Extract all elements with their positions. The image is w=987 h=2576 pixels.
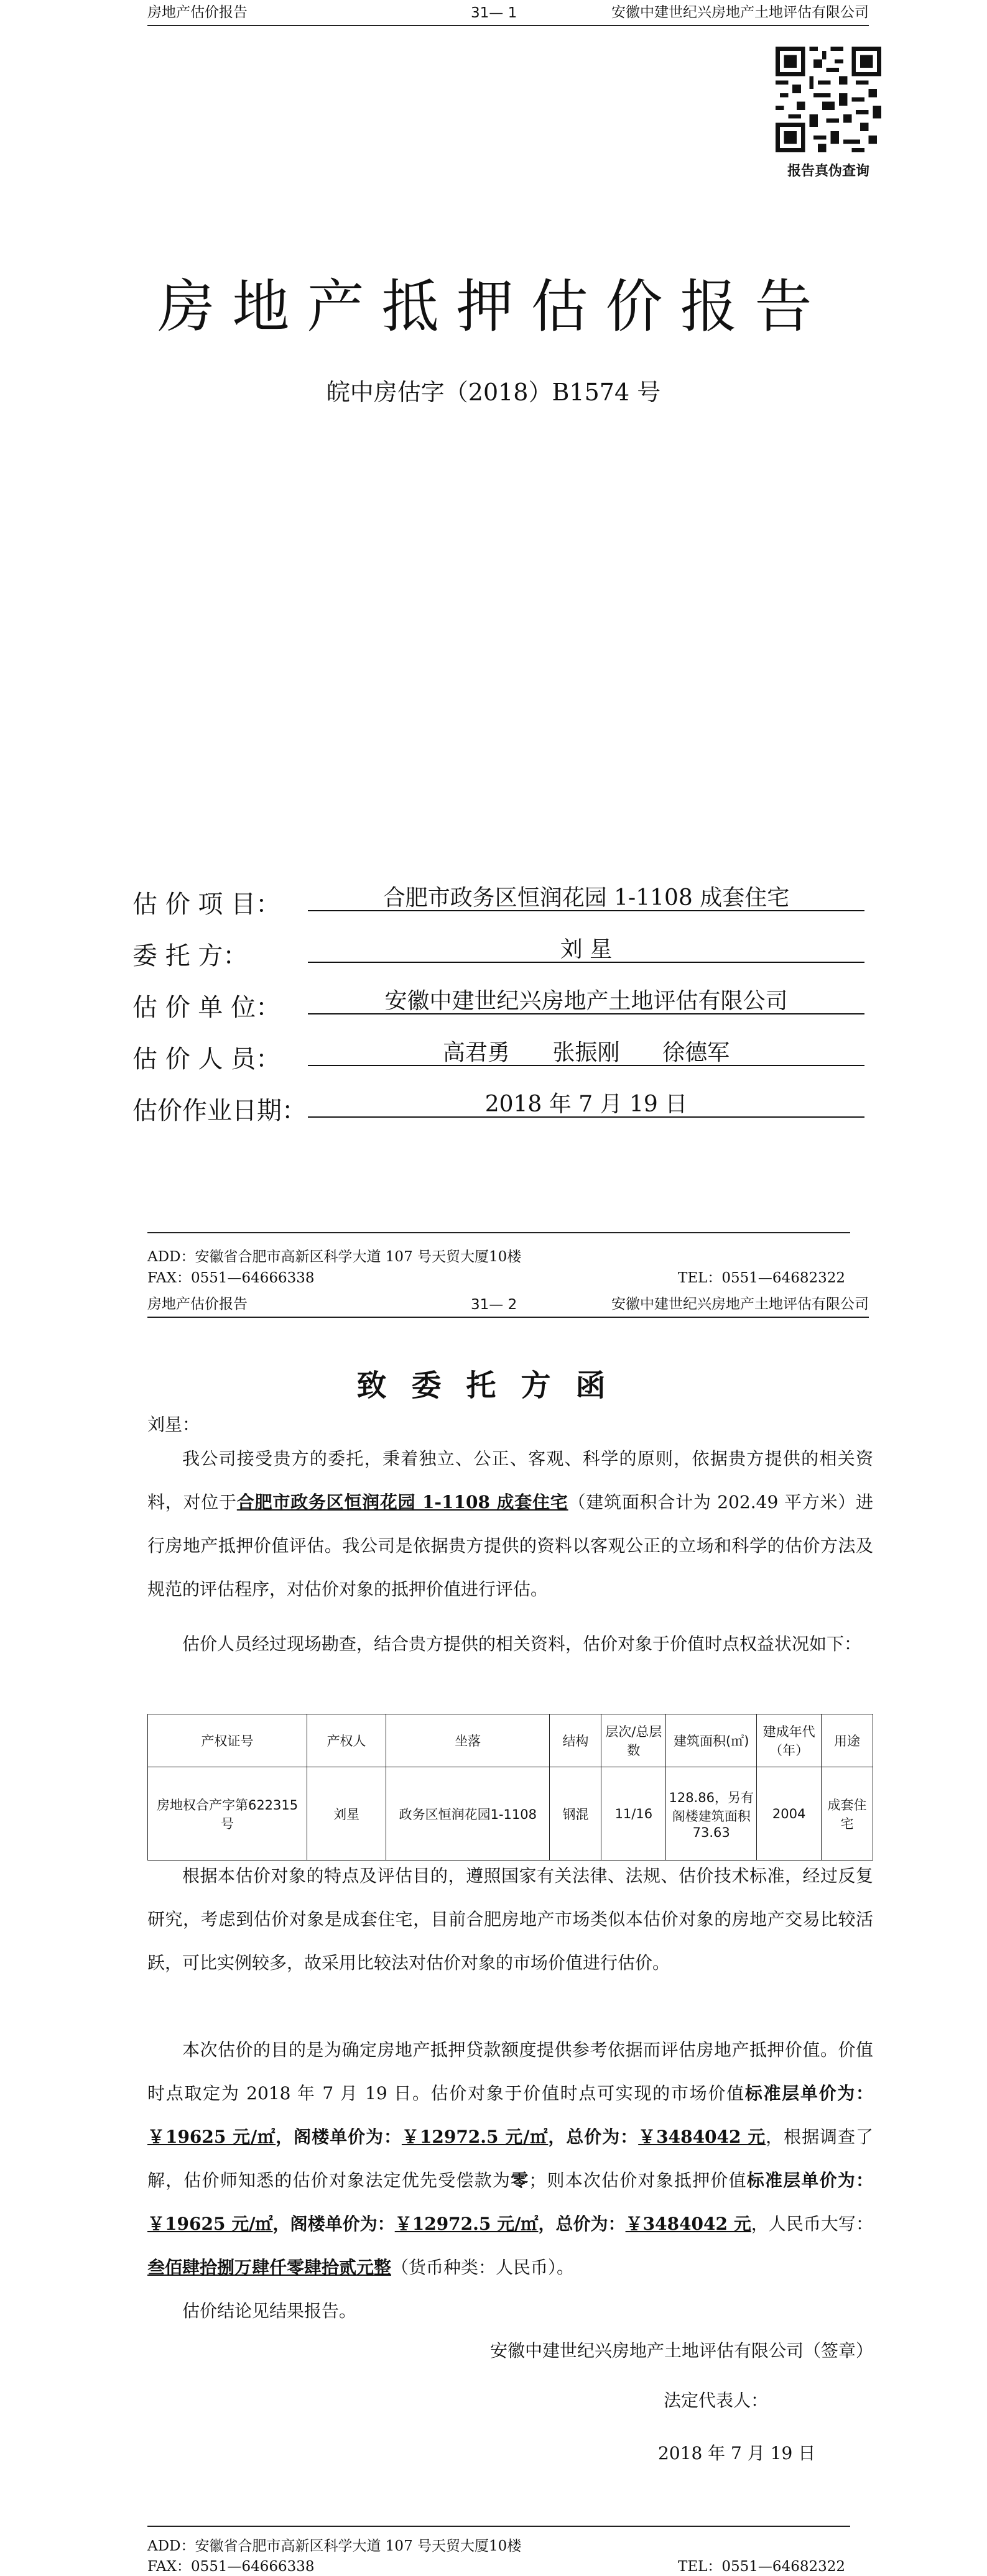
p4-bold: ，阁楼单价为：	[276, 2127, 402, 2147]
table-row	[148, 1767, 873, 1861]
field-value-appraiser-org: 安徽中建世纪兴房地产土地评估有限公司	[308, 983, 864, 1014]
table-cell: 成套住宅	[822, 1767, 873, 1861]
p4-bold: ，总价为：	[538, 2214, 626, 2234]
footer-divider	[147, 2526, 850, 2527]
footer-address: ADD：安徽省合肥市高新区科学大道 107 号天贸大厦10楼	[147, 1249, 522, 1265]
page-header-2	[147, 1292, 869, 1318]
signature-date: 2018 年 7 月 19 日	[658, 2443, 816, 2463]
header-company: 安徽中建世纪兴房地产土地评估有限公司	[611, 4, 869, 21]
signature-representative: 法定代表人：	[664, 2390, 769, 2411]
table-header-row	[148, 1714, 873, 1767]
table-header: 建成年代（年）	[757, 1714, 822, 1767]
qr-caption: 报告真伪查询	[787, 163, 869, 179]
field-label-appraisers: 估 价 人 员：	[132, 1045, 281, 1074]
p1-text: 我公司接受贵方的委托，秉着独立、公正、客观、科学的原则，依据贵方提供的相关资料，对位于	[147, 1448, 873, 1512]
mortgage-unit-price-attic: ￥12972.5 元/㎡	[394, 2214, 539, 2234]
mortgage-total-price: ￥3484042 元	[625, 2214, 751, 2234]
table-header: 建筑面积(㎡)	[666, 1714, 757, 1767]
report-number: 皖中房估字（2018）B1574 号	[326, 379, 661, 406]
paragraph-4	[147, 2028, 873, 2289]
field-value-appraisers: 高君勇 张振刚 徐德军	[308, 1035, 864, 1066]
p4-text: 本次估价的目的是为确定房地产抵押贷款额度提供参考依据而评估房地产抵押价值。价值时点取定为 2018 年 7 月 19 日。估价对象于价值时点可实现的市场价值	[147, 2040, 873, 2104]
footer-tel: TEL：0551—64682322	[678, 2559, 846, 2575]
footer-address: ADD：安徽省合肥市高新区科学大道 107 号天贸大厦10楼	[147, 2538, 522, 2554]
paragraph-3: 根据本估价对象的特点及评估目的，遵照国家有关法律、法规、估价技术标准，经过反复研究，考虑到估价对象是成套住宅，目前合肥房地产市场类似本估价对象的房地产交易比较活跃，可比实例较多，故采用比较法对估价对象的市场价值进行估价。	[147, 1865, 873, 1973]
header-left: 房地产估价报告	[147, 4, 248, 21]
table-header: 用途	[822, 1714, 873, 1767]
signature-company: 安徽中建世纪兴房地产土地评估有限公司（签章）	[489, 2340, 873, 2361]
p4-bold: ，阁楼单价为：	[272, 2214, 395, 2234]
priority-amount: 零	[511, 2170, 529, 2191]
p4-text: ，人民币大写：	[751, 2214, 873, 2234]
unit-price-attic: ￥12972.5 元/㎡	[401, 2127, 549, 2147]
table-header: 产权人	[307, 1714, 386, 1767]
table-cell: 刘星	[307, 1767, 386, 1861]
table-cell: 钢混	[550, 1767, 601, 1861]
p4-bold: ，总价为：	[548, 2127, 639, 2147]
p4-text: ，根据调查了解，估价师知悉的估价对象法定优先受偿款为	[147, 2127, 873, 2191]
header-company: 安徽中建世纪兴房地产土地评估有限公司	[611, 1296, 869, 1312]
footer-fax: FAX：0551—64666338	[147, 1270, 315, 1286]
p4-text: ；则本次估价对象抵押价值	[529, 2170, 747, 2191]
field-value-date: 2018 年 7 月 19 日	[308, 1087, 864, 1118]
table-header: 层次/总层数	[601, 1714, 666, 1767]
table-header: 产权证号	[148, 1714, 307, 1767]
table-cell: 11/16	[601, 1767, 666, 1861]
footer-divider	[147, 1232, 850, 1233]
table-cell: 政务区恒润花园1-1108	[386, 1767, 550, 1861]
unit-price-standard: ￥19625 元/㎡	[147, 2127, 276, 2147]
field-value-client: 刘 星	[308, 932, 864, 963]
field-label-client: 委 托 方：	[132, 942, 248, 970]
p4-text: （货币种类：人民币）。	[391, 2257, 575, 2278]
table-cell: 2004	[757, 1767, 822, 1861]
footer-fax: FAX：0551—64666338	[147, 2559, 315, 2575]
table-header: 坐落	[386, 1714, 550, 1767]
field-value-project: 合肥市政务区恒润花园 1-1108 成套住宅	[308, 880, 864, 911]
qr-code-icon[interactable]	[776, 47, 881, 152]
paragraph-5: 估价结论见结果报告。	[182, 2301, 357, 2321]
footer-tel: TEL：0551—64682322	[678, 1270, 846, 1286]
paragraph-2: 估价人员经过现场勘查，结合贵方提供的相关资料，估价对象于价值时点权益状况如下：	[182, 1634, 862, 1654]
paragraph-1	[147, 1437, 873, 1611]
salutation: 刘星：	[147, 1414, 200, 1435]
p4-bold: 标准层单价为：	[744, 2083, 873, 2104]
property-address: 合肥市政务区恒润花园 1-1108 成套住宅	[236, 1492, 568, 1512]
page-header	[147, 0, 869, 26]
table-cell: 房地权合产字第622315号	[148, 1767, 307, 1861]
field-label-appraiser-org: 估 价 单 位：	[132, 993, 281, 1022]
field-label-project: 估 价 项 目：	[132, 890, 281, 919]
p1-text-cont: （建筑面积合计为 202.49 平方米）进行房地产抵押价值评估。我公司是依据贵方提供的资料以客观公正的立场和科学的估价方法及规范的评估程序，对估价对象的抵押价值进行评估。	[147, 1492, 873, 1599]
total-price: ￥3484042 元	[638, 2127, 766, 2147]
p4-bold: 标准层单价为：	[746, 2170, 873, 2191]
table-cell: 128.86，另有阁楼建筑面积73.63	[666, 1767, 757, 1861]
letter-title: 致委托方函	[356, 1368, 631, 1403]
field-label-date: 估价作业日期：	[132, 1097, 307, 1125]
header-left: 房地产估价报告	[147, 1296, 248, 1312]
header-page-number: 31— 2	[471, 1297, 517, 1313]
mortgage-unit-price-standard: ￥19625 元/㎡	[147, 2214, 273, 2234]
report-title: 房地产抵押估价报告	[157, 274, 830, 340]
total-in-words: 叁佰肆拾捌万肆仟零肆拾贰元整	[147, 2257, 392, 2278]
property-rights-table	[147, 1714, 873, 1861]
table-header: 结构	[550, 1714, 601, 1767]
header-page-number: 31— 1	[471, 5, 517, 21]
